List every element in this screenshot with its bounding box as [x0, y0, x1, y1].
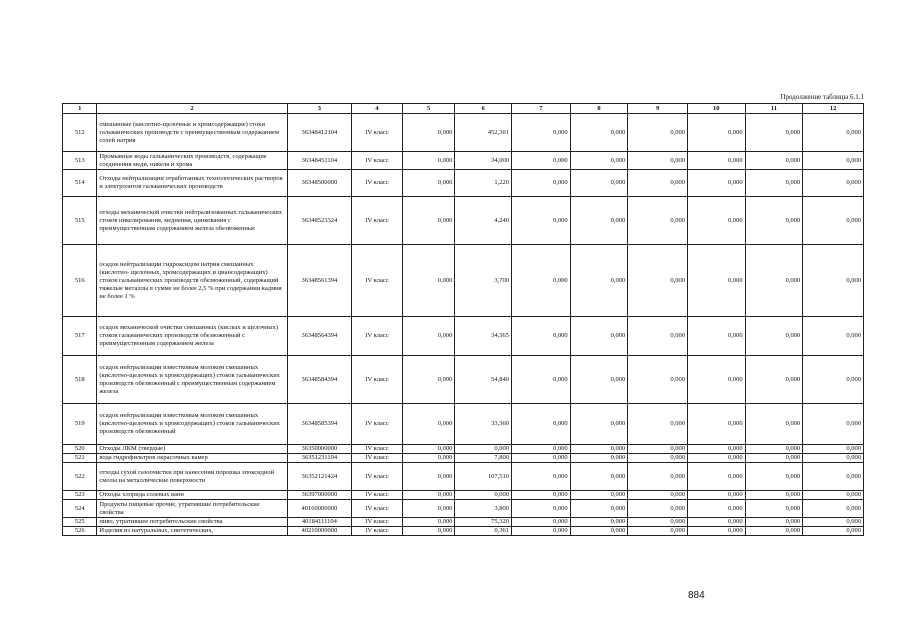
value-cell: 0,000	[628, 170, 688, 197]
table-row	[63, 463, 864, 491]
header-cell: 2	[97, 104, 287, 114]
value-cell: 0,000	[570, 518, 628, 527]
value-cell: 0,000	[745, 114, 803, 152]
value-cell: 0,000	[745, 197, 803, 245]
value-cell: 0,361	[455, 527, 512, 536]
waste-name: осадок нейтрализации гидроксидом натрия смешанных (кислотно- щелочных, хромсодержащих и циансодержащих) стоков гальванических производств обезвоженный, содержащий тяжелые металлы в сумме не более 2,5 % при содержании кадмия не более 1 %	[97, 245, 287, 317]
fkko-code: 36351231104	[287, 454, 352, 463]
row-number: 521	[63, 454, 97, 463]
value-cell: 0,000	[402, 491, 455, 500]
value-cell: 0,000	[628, 152, 688, 170]
value-cell: 0,000	[628, 527, 688, 536]
fkko-code: 40184111104	[287, 518, 352, 527]
value-cell: 0,000	[687, 170, 745, 197]
waste-name: отходы сухой газоочистки при нанесении порошка эпоксидной смолы на металлические поверхности	[97, 463, 287, 491]
hazard-class: IV класс	[352, 152, 403, 170]
value-cell: 3,700	[455, 245, 512, 317]
header-cell: 7	[511, 104, 570, 114]
header-cell: 5	[402, 104, 455, 114]
value-cell: 0,000	[628, 500, 688, 518]
value-cell: 0,000	[402, 445, 455, 454]
row-number: 522	[63, 463, 97, 491]
header-cell: 4	[352, 104, 403, 114]
value-cell: 34,365	[455, 317, 512, 356]
value-cell: 0,000	[745, 445, 803, 454]
value-cell: 0,000	[687, 317, 745, 356]
hazard-class: IV класс	[352, 245, 403, 317]
value-cell: 0,000	[687, 445, 745, 454]
row-number: 520	[63, 445, 97, 454]
header-cell: 6	[455, 104, 512, 114]
value-cell: 0,000	[455, 445, 512, 454]
fkko-code: 40210000000	[287, 527, 352, 536]
value-cell: 0,000	[628, 445, 688, 454]
value-cell: 0,000	[628, 454, 688, 463]
row-number: 525	[63, 518, 97, 527]
table-row	[63, 152, 864, 170]
hazard-class: IV класс	[352, 197, 403, 245]
value-cell: 0,000	[803, 404, 864, 445]
value-cell: 0,000	[803, 317, 864, 356]
value-cell: 0,000	[687, 245, 745, 317]
value-cell: 0,000	[687, 152, 745, 170]
header-cell: 12	[803, 104, 864, 114]
fkko-code: 36348412104	[287, 114, 352, 152]
value-cell: 0,000	[745, 518, 803, 527]
hazard-class: IV класс	[352, 500, 403, 518]
row-number: 519	[63, 404, 97, 445]
value-cell: 0,000	[402, 463, 455, 491]
value-cell: 0,000	[745, 356, 803, 404]
value-cell: 0,000	[570, 404, 628, 445]
waste-name: Отходы хлорида солевых ванн	[97, 491, 287, 500]
value-cell: 0,000	[687, 114, 745, 152]
value-cell: 0,000	[511, 463, 570, 491]
fkko-code: 36348585394	[287, 404, 352, 445]
waste-name: Отходы нейтрализации отработанных технологических растворов и электролитов гальванических производств	[97, 170, 287, 197]
value-cell: 0,000	[402, 317, 455, 356]
value-cell: 0,000	[402, 170, 455, 197]
value-cell: 0,000	[570, 356, 628, 404]
value-cell: 0,000	[803, 445, 864, 454]
value-cell: 0,000	[628, 245, 688, 317]
waste-name: Продукты пищевые прочие, утратившие потребительские свойства	[97, 500, 287, 518]
value-cell: 4,240	[455, 197, 512, 245]
hazard-class: IV класс	[352, 527, 403, 536]
value-cell: 0,000	[511, 114, 570, 152]
value-cell: 0,000	[628, 518, 688, 527]
value-cell: 0,000	[687, 356, 745, 404]
header-row	[63, 104, 864, 114]
fkko-code: 36348500000	[287, 170, 352, 197]
waste-name: осадок нейтрализации известковым молоком смешанных (кислотно-щелочных и хромсодержащих) стоков гальванических производств обезвоженный с преимущественным содержанием железа	[97, 356, 287, 404]
row-number: 516	[63, 245, 97, 317]
table-row	[63, 445, 864, 454]
value-cell: 452,301	[455, 114, 512, 152]
value-cell: 0,000	[511, 245, 570, 317]
value-cell: 33,360	[455, 404, 512, 445]
row-number: 517	[63, 317, 97, 356]
table-row	[63, 170, 864, 197]
value-cell: 0,000	[745, 491, 803, 500]
value-cell: 0,000	[570, 463, 628, 491]
value-cell: 0,000	[745, 245, 803, 317]
table-row	[63, 518, 864, 527]
row-number: 518	[63, 356, 97, 404]
value-cell: 107,510	[455, 463, 512, 491]
header-cell: 1	[63, 104, 97, 114]
value-cell: 0,000	[570, 500, 628, 518]
value-cell: 0,000	[511, 500, 570, 518]
fkko-code: 36348451104	[287, 152, 352, 170]
hazard-class: IV класс	[352, 518, 403, 527]
header-cell: 9	[628, 104, 688, 114]
fkko-code: 36397000000	[287, 491, 352, 500]
hazard-class: IV класс	[352, 317, 403, 356]
value-cell: 0,000	[628, 356, 688, 404]
waste-name: отходы механической очистки нейтрализованных гальванических стоков никелирования, меднения, цинкования с преимущественным содержанием железа обезвоженные	[97, 197, 287, 245]
value-cell: 0,000	[628, 114, 688, 152]
hazard-class: IV класс	[352, 454, 403, 463]
value-cell: 0,000	[803, 245, 864, 317]
value-cell: 0,000	[511, 527, 570, 536]
fkko-code: 36348564394	[287, 317, 352, 356]
table-row	[63, 197, 864, 245]
value-cell: 0,000	[402, 404, 455, 445]
header-cell: 8	[570, 104, 628, 114]
value-cell: 0,000	[511, 491, 570, 500]
value-cell: 0,000	[402, 518, 455, 527]
value-cell: 0,000	[745, 500, 803, 518]
value-cell: 0,000	[687, 197, 745, 245]
table-row	[63, 500, 864, 518]
value-cell: 0,000	[511, 356, 570, 404]
value-cell: 0,000	[570, 114, 628, 152]
value-cell: 0,000	[402, 527, 455, 536]
value-cell: 0,000	[402, 114, 455, 152]
waste-name: осадок механической очистки смешанных (кислых и щелочных) стоков гальванических производств обезвоженный с преимущественным содержанием железа	[97, 317, 287, 356]
table-continuation-caption: Продолжение таблицы 6.1.1	[780, 93, 864, 101]
value-cell: 0,000	[628, 463, 688, 491]
value-cell: 0,000	[402, 245, 455, 317]
value-cell: 0,000	[803, 114, 864, 152]
value-cell: 0,000	[402, 356, 455, 404]
value-cell: 0,000	[628, 197, 688, 245]
hazard-class: IV класс	[352, 404, 403, 445]
value-cell: 0,000	[803, 491, 864, 500]
fkko-code: 36352121424	[287, 463, 352, 491]
value-cell: 0,000	[570, 197, 628, 245]
value-cell: 0,000	[511, 518, 570, 527]
value-cell: 3,800	[455, 500, 512, 518]
value-cell: 0,000	[745, 170, 803, 197]
value-cell: 0,000	[687, 527, 745, 536]
value-cell: 0,000	[628, 317, 688, 356]
hazard-class: IV класс	[352, 114, 403, 152]
value-cell: 0,000	[803, 527, 864, 536]
value-cell: 0,000	[570, 152, 628, 170]
hazard-class: IV класс	[352, 356, 403, 404]
value-cell: 0,000	[803, 500, 864, 518]
header-cell: 11	[745, 104, 803, 114]
row-number: 514	[63, 170, 97, 197]
value-cell: 0,000	[570, 491, 628, 500]
value-cell: 0,000	[511, 317, 570, 356]
waste-name: осадок нейтрализации известковым молоком смешанных (кислотно-щелочных и хромсодержащих) стоков гальванических производств обезвоженный	[97, 404, 287, 445]
value-cell: 0,000	[511, 170, 570, 197]
value-cell: 1,220	[455, 170, 512, 197]
value-cell: 0,000	[570, 445, 628, 454]
waste-name: Промывные воды гальванических производств, содержащие соединения меди, никеля и хрома	[97, 152, 287, 170]
value-cell: 0,000	[745, 454, 803, 463]
hazard-class: IV класс	[352, 170, 403, 197]
value-cell: 0,000	[570, 454, 628, 463]
header-cell: 10	[687, 104, 745, 114]
value-cell: 0,000	[687, 491, 745, 500]
table-row	[63, 491, 864, 500]
value-cell: 0,000	[745, 463, 803, 491]
value-cell: 0,000	[511, 197, 570, 245]
value-cell: 0,000	[511, 152, 570, 170]
fkko-code: 36348523324	[287, 197, 352, 245]
value-cell: 0,000	[803, 152, 864, 170]
table-row	[63, 245, 864, 317]
waste-table	[62, 103, 864, 536]
fkko-code: 40160000000	[287, 500, 352, 518]
value-cell: 0,000	[628, 491, 688, 500]
hazard-class: IV класс	[352, 491, 403, 500]
table-row	[63, 356, 864, 404]
value-cell: 0,000	[511, 404, 570, 445]
value-cell: 0,000	[745, 152, 803, 170]
value-cell: 0,000	[803, 463, 864, 491]
value-cell: 0,000	[687, 500, 745, 518]
value-cell: 0,000	[745, 404, 803, 445]
value-cell: 0,000	[803, 170, 864, 197]
waste-name: смешанные (кислотно-щелочные и хромсодержащие) стоки гальванических производств с преимущественным содержанием солей натрия	[97, 114, 287, 152]
waste-name: вода гидрофильтров окрасочных камер	[97, 454, 287, 463]
row-number: 515	[63, 197, 97, 245]
hazard-class: IV класс	[352, 445, 403, 454]
value-cell: 0,000	[803, 197, 864, 245]
row-number: 526	[63, 527, 97, 536]
value-cell: 0,000	[402, 152, 455, 170]
waste-name: Изделия из натуральных, синтетических,	[97, 527, 287, 536]
fkko-code: 36350000000	[287, 445, 352, 454]
value-cell: 0,000	[402, 500, 455, 518]
header-cell: 3	[287, 104, 352, 114]
table-row	[63, 114, 864, 152]
value-cell: 0,000	[570, 527, 628, 536]
waste-name: пиво, утратившее потребительские свойства	[97, 518, 287, 527]
value-cell: 0,000	[687, 463, 745, 491]
value-cell: 0,000	[803, 356, 864, 404]
value-cell: 75,320	[455, 518, 512, 527]
hazard-class: IV класс	[352, 463, 403, 491]
value-cell: 0,000	[745, 527, 803, 536]
row-number: 513	[63, 152, 97, 170]
value-cell: 0,000	[570, 317, 628, 356]
fkko-code: 36348584394	[287, 356, 352, 404]
table-row	[63, 454, 864, 463]
value-cell: 0,000	[570, 245, 628, 317]
value-cell: 0,000	[803, 454, 864, 463]
value-cell: 0,000	[402, 197, 455, 245]
value-cell: 54,840	[455, 356, 512, 404]
value-cell: 0,000	[402, 454, 455, 463]
value-cell: 0,000	[455, 491, 512, 500]
table-row	[63, 527, 864, 536]
value-cell: 0,000	[687, 404, 745, 445]
table-row	[63, 404, 864, 445]
table-row	[63, 317, 864, 356]
value-cell: 0,000	[628, 404, 688, 445]
value-cell: 0,000	[687, 454, 745, 463]
value-cell: 7,800	[455, 454, 512, 463]
fkko-code: 36348561394	[287, 245, 352, 317]
row-number: 512	[63, 114, 97, 152]
value-cell: 0,000	[511, 445, 570, 454]
value-cell: 0,000	[570, 170, 628, 197]
waste-name: Отходы ЛКМ (твердые)	[97, 445, 287, 454]
value-cell: 34,000	[455, 152, 512, 170]
value-cell: 0,000	[745, 317, 803, 356]
row-number: 524	[63, 500, 97, 518]
value-cell: 0,000	[687, 518, 745, 527]
page-number: 884	[688, 590, 705, 601]
row-number: 523	[63, 491, 97, 500]
value-cell: 0,000	[803, 518, 864, 527]
value-cell: 0,000	[511, 454, 570, 463]
